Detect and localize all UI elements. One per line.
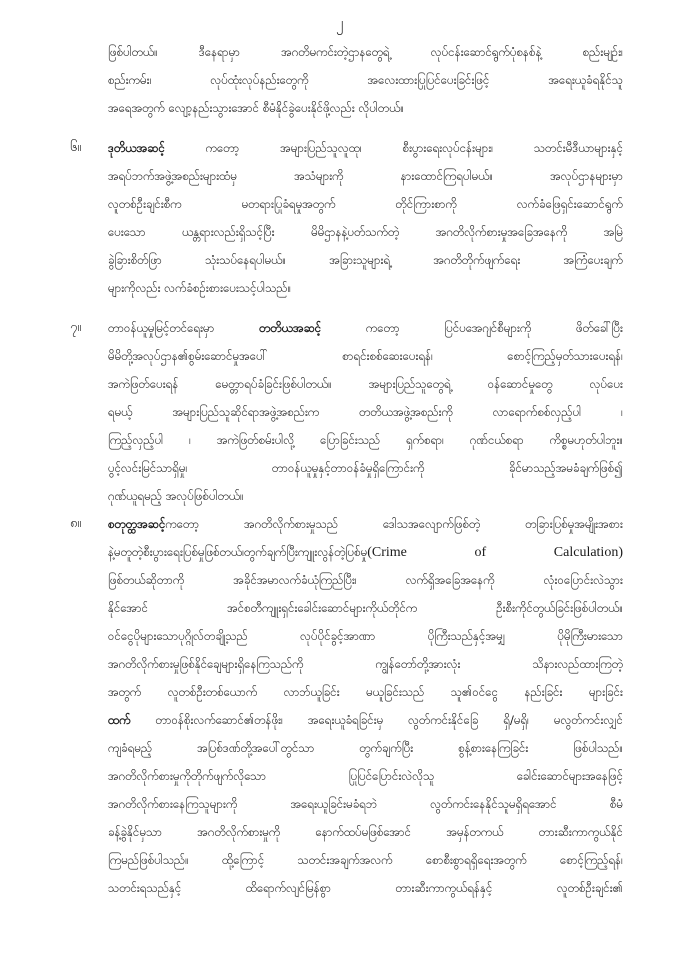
text-line: စည်းကမ်း၊ လုပ်ထုံးလုပ်နည်းတွေကို အလေးထားပြုပြင်ပေးခြင်းဖြင့် အရေးယူခံရနိုင်သူ	[108, 73, 623, 87]
text-line: ကျခံရမည့် အပြစ်ဒဏ်တို့အပေါ်တွင်သာ တွက်ချက်ပြီး စွန့်စားနေကြခြင်း ဖြစ်ပါသည်။	[108, 741, 623, 755]
stage-heading: တတိယအဆင့်	[259, 321, 322, 335]
text-run: နဲ့မတူတဲ့စီးပွားရေးပြစ်မှုဖြစ်တယ်၊တွက်ချက်ပြီးကျူးလွန်တဲ့ပြစ်မှု	[108, 545, 368, 559]
text-run: ကတော့ အဂတိလိုက်စားမှုသည် ဒေါသအလျောက်ဖြစ်တဲ့ တခြားပြစ်မှုအမျိုးအစား	[165, 517, 623, 531]
paragraph-number: ၇။	[70, 320, 82, 335]
text-line: အတွက် လူတစ်ဦးတစ်ယောက် လာဘ်ယူခြင်း မယူခြင်းသည် သူ၏ဝင်ငွေ နည်းခြင်း များခြင်း	[108, 685, 623, 699]
text-line	[108, 316, 623, 340]
text-line	[108, 512, 623, 536]
stage-heading: စတုတ္ထအဆင့်	[108, 517, 166, 531]
paragraph-number: ၆။	[70, 140, 82, 155]
text-line: အရေအတွက် လျော့နည်းသွားအောင် စီမံနိုင်ခွဲပေးနိုင်ဖို့လည်း လိုပါတယ်။	[108, 101, 404, 115]
text-line: ခန့်ခွဲနိုင်မှသာ အဂတိလိုက်စားမှုကို နောက်ထပ်မဖြစ်အောင် အမှန်တကယ် တားဆီးကာကွယ်နိုင်	[108, 825, 623, 839]
emphasis-word: ထက်	[108, 713, 131, 727]
stage-heading: ဒုတိယအဆင့်	[108, 141, 165, 155]
text-line	[108, 708, 623, 732]
text-line: ပွင့်လင်းမြင်သာရှိမှု၊ တာဝန်ယူမှုနှင့်တာဝန်ခံမှုရှိကြောင်းကို ခိုင်မာသည့်အမခံချက်ဖြစ်၍	[108, 461, 623, 475]
text-line: ဝင်ငွေပိုများသောပုဂ္ဂိုလ်တချို့သည် လုပ်ပိုင်ခွင့်အာဏာ ပိုကြီးသည်နှင့်အမျှ ပိုမိုကြီးမားသော	[108, 629, 623, 643]
text-line: လူတစ်ဦးချင်းစီက မတရားပြုခံရမှုအတွက် တိုင်ကြားစာကို လက်ခံဖြေရှင်းဆောင်ရွက်	[108, 197, 623, 211]
text-line: အကဲဖြတ်ပေးရန် မေတ္တာရပ်ခံခြင်းဖြစ်ပါတယ်။ အများပြည်သူတွေရဲ့ ဝန်ဆောင်မှုတွေ လုပ်ပေး	[108, 377, 623, 391]
paragraph-number: ၈။	[70, 516, 82, 531]
text-line: ကြည့်လှည့်ပါ ၊ အကဲဖြတ်စမ်းပါလို့ ပြောခြင်းသည် ရှက်စရာ၊ ဂုဏ်ငယ်စရာ ကိစ္စမဟုတ်ပါဘူး။	[108, 433, 623, 447]
text-line: အဂတိလိုက်စားမှုကိုတိုက်ဖျက်လိုသော ပြုပြင်ပြောင်းလဲလိုသူ ခေါင်းဆောင်များအနေဖြင့်	[108, 769, 623, 783]
text-line	[108, 540, 623, 565]
text-run: ကတော့ အများပြည်သူလူထု၊ စီးပွားရေးလုပ်ငန်းများ၊ သတင်းမီဒီယာများနှင့်	[164, 141, 623, 155]
text-line: များကိုလည်း လက်ခံစဉ်းစားပေးသင့်ပါသည်။	[108, 281, 292, 295]
text-line: ဂုဏ်ယူရမည့် အလုပ်ဖြစ်ပါတယ်။	[108, 489, 244, 503]
text-line: ရမယ့် အများပြည်သူဆိုင်ရာအဖွဲ့အစည်းက တတိယအဖွဲ့အစည်းကို လာရောက်စစ်လှည့်ပါ ၊	[108, 405, 623, 419]
text-line: ဖြစ်ပါတယ်။ ဒီနေရာမှာ အဂတိမကင်းတဲ့ဌာနတွေရဲ့ လုပ်ငန်းဆောင်ရွက်ပုံစနစ်နဲ့ စည်းမျဉ်း၊	[108, 45, 623, 59]
text-line: မိမိတို့အလုပ်ဌာန၏စွမ်းဆောင်မှုအပေါ် စာရင်းစစ်ဆေးပေးရန်၊ စောင့်ကြည့်မှတ်သားပေးရန်၊	[108, 349, 623, 363]
text-run: တာဝန်ယူမှုမြင့်တင်ရေးမှာ	[108, 321, 260, 335]
text-line: သတင်းရသည်နှင့် ထိရောက်လျင်မြန်စွာ တားဆီးကာကွယ်ရန်နှင့် လူတစ်ဦးချင်း၏	[108, 881, 623, 895]
text-run: တာ၀န်စိုးလက်ဆောင်၏တန်ဖိုး၊ အရေးယူခံရခြင်းမှ လွတ်ကင်းနိုင်ခြေ ရှိ/မရှိ၊ မလွတ်ကင်းလျှင်	[130, 713, 623, 727]
text-run: ကတော့ ပြင်ပအေဂျင်စီများကို ဖိတ်ခေါ်ပြီး	[321, 321, 623, 335]
text-line: အဂတိလိုက်စားနေကြသူများကို အရေးယူခြင်းမခံရဘဲ လွတ်ကင်းနေနိုင်သူမရှိရအောင် စီမံ	[108, 797, 623, 811]
text-line: ခွဲခြားစိတ်ဖြာ သုံးသပ်နေရပါမယ်။ အခြားသူများရဲ့ အဂတိတိုက်ဖျက်ရေး အကြံပေးချက်	[108, 253, 623, 267]
text-line	[108, 136, 623, 160]
text-line: ကြမည်ဖြစ်ပါသည်။ ထို့ကြောင့် သတင်းအချက်အလက် စောစီးစွာရရှိရေးအတွက် စောင့်ကြည့်ရန်၊	[108, 853, 623, 867]
text-line: အရပ်ဘက်အဖွဲ့အစည်းများထံမှ အသံများကို နားထောင်ကြရပါမယ်။ အလုပ်ဌာနများမှာ	[108, 169, 623, 183]
text-line: ဖြစ်တယ်ဆိုတာကို အခိုင်အမာလက်ခံယုံကြည်ပြီး၊ လက်ရှိအခြေအနေကို လုံးဝပြောင်းလဲသွား	[108, 573, 623, 587]
text-line: အဂတိလိုက်စားမှုဖြစ်နိုင်ချေများရှိနေကြသည်ကို ကျွန်တော်တို့အားလုံး သိနားလည်ထားကြတဲ့	[108, 657, 623, 671]
crime-of-calculation-term: (Crime of Calculation)	[367, 545, 623, 560]
text-line: ပေးသော ယန္တရားလည်းရှိသင့်ပြီး မိမိဌာနနဲ့ပတ်သက်တဲ့ အဂတိလိုက်စားမှုအခြေအနေကို အမြဲ	[108, 225, 623, 239]
page-number: ၂	[335, 14, 344, 32]
text-line: နိုင်အောင် အင်စတီကျူးရှင်းခေါင်းဆောင်များကိုယ်တိုင်က ဦးစီးကိုင်တွယ်ခြင်းဖြစ်ပါတယ်။	[108, 601, 623, 615]
